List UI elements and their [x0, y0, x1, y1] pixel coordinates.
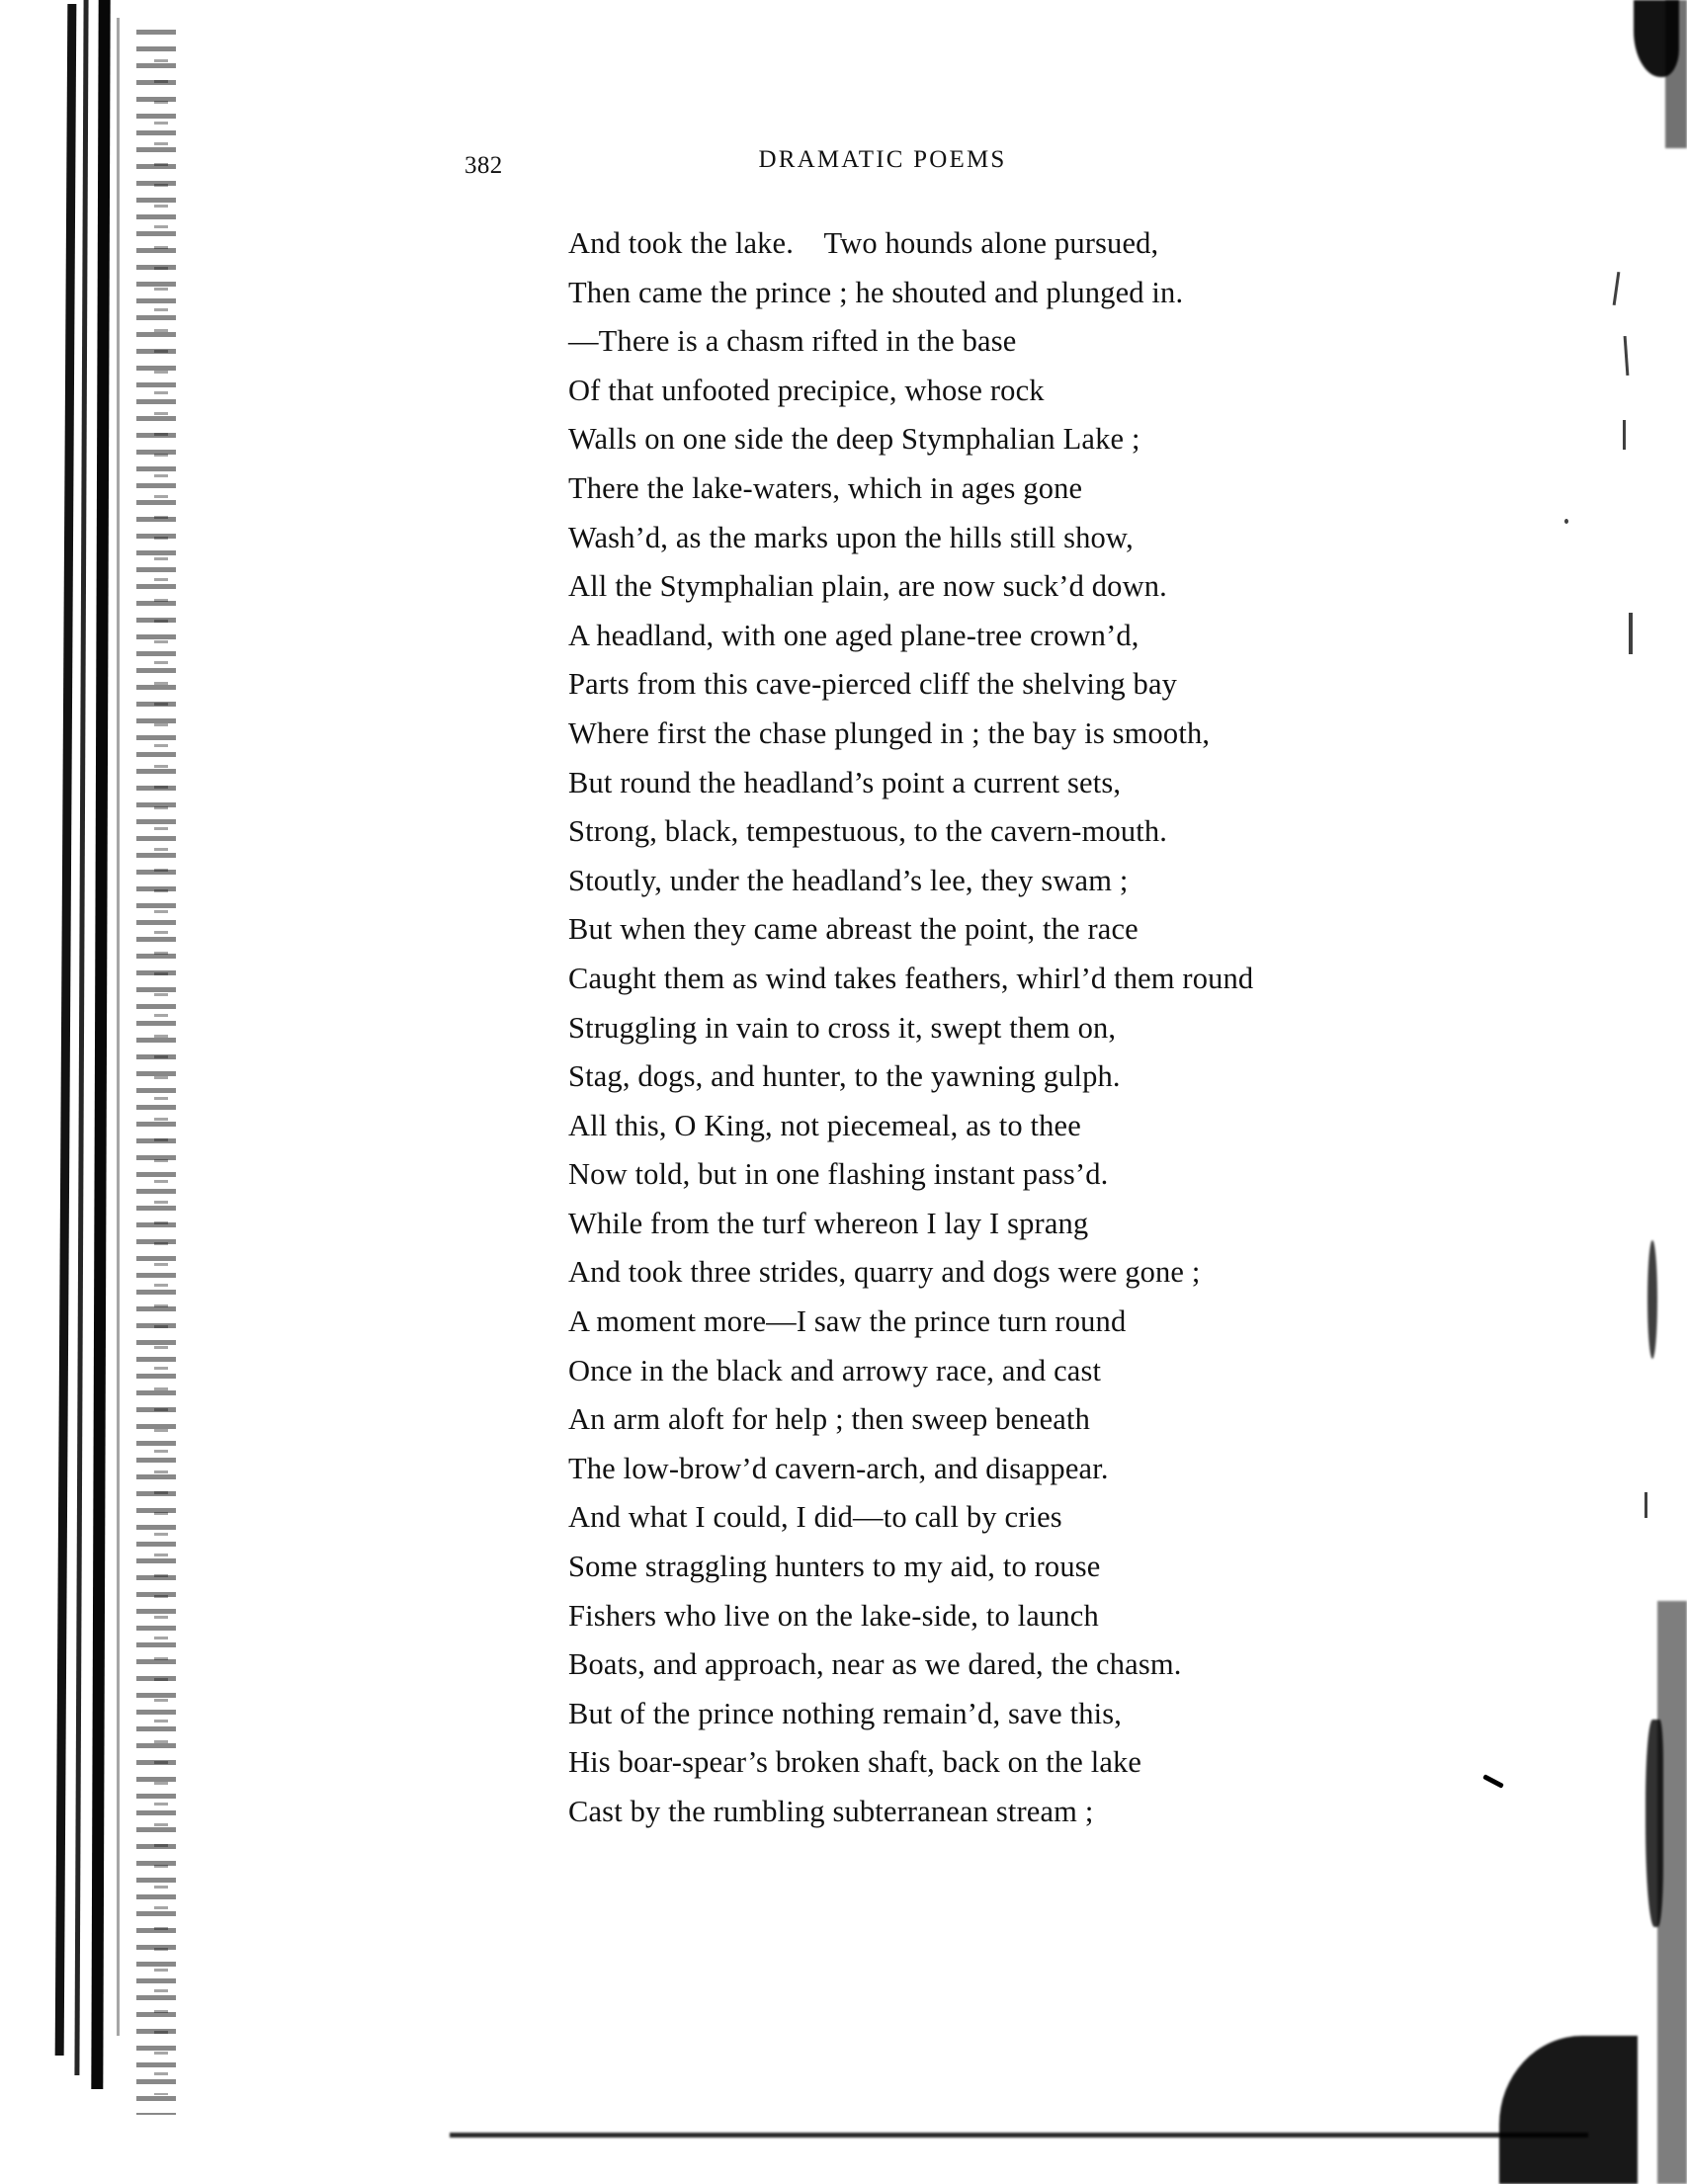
poem-line: Wash’d, as the marks upon the hills still show,: [568, 520, 1134, 554]
poem-line: The low-brow’d cavern-arch, and disappear.: [568, 1451, 1109, 1485]
poem-line: A headland, with one aged plane-tree crown’d,: [568, 618, 1139, 652]
poem-line: A moment more—I saw the prince turn round: [568, 1304, 1127, 1339]
poem-line: Boats, and approach, near as we dared, the chasm.: [568, 1647, 1182, 1682]
page-header: [464, 146, 1255, 180]
poem-body: [568, 219, 1616, 1837]
poem-line: Parts from this cave-pierced cliff the shelving bay: [568, 667, 1178, 702]
poem-line: Strong, black, tempestuous, to the cavern-mouth.: [568, 814, 1168, 849]
poem-line: Now told, but in one flashing instant pass’d.: [568, 1157, 1109, 1192]
poem-line: But round the headland’s point a current sets,: [568, 765, 1122, 799]
poem-line: All the Stymphalian plain, are now suck’d down.: [568, 569, 1167, 604]
poem-line: Caught them as wind takes feathers, whirl’d them round: [568, 961, 1254, 995]
poem-line: Walls on one side the deep Stymphalian Lake ;: [568, 422, 1140, 457]
poem-line: And took three strides, quarry and dogs were gone ;: [568, 1255, 1201, 1290]
poem-line: —There is a chasm rifted in the base: [568, 324, 1017, 359]
poem-line: Fishers who live on the lake-side, to launch: [568, 1598, 1099, 1633]
running-title: DRAMATIC POEMS: [758, 146, 1007, 173]
poem-line: All this, O King, not piecemeal, as to thee: [568, 1108, 1081, 1142]
poem-line: An arm aloft for help ; then sweep beneath: [568, 1402, 1091, 1437]
poem-line: Of that unfooted precipice, whose rock: [568, 373, 1045, 407]
poem-line: Stag, dogs, and hunter, to the yawning gulph.: [568, 1059, 1121, 1094]
poem-line: Some straggling hunters to my aid, to rouse: [568, 1550, 1101, 1584]
poem-line: While from the turf whereon I lay I sprang: [568, 1206, 1089, 1240]
poem-line: But when they came abreast the point, the race: [568, 912, 1139, 947]
page-number: 382: [464, 152, 503, 179]
poem-line: Struggling in vain to cross it, swept them on,: [568, 1010, 1117, 1045]
poem-line: But of the prince nothing remain’d, save this,: [568, 1696, 1123, 1730]
poem-line: Stoutly, under the headland’s lee, they swam ;: [568, 863, 1129, 897]
poem-line: And took the lake. Two hounds alone pursued,: [568, 226, 1159, 260]
poem-line: There the lake-waters, which in ages gone: [568, 470, 1083, 505]
poem-line: Then came the prince ; he shouted and plunged in.: [568, 275, 1184, 309]
poem-line: Once in the black and arrowy race, and cast: [568, 1353, 1102, 1387]
poem-line: Where first the chase plunged in ; the bay is smooth,: [568, 715, 1211, 750]
poem-line: His boar-spear’s broken shaft, back on the lake: [568, 1745, 1142, 1780]
poem-line: Cast by the rumbling subterranean stream ;: [568, 1795, 1094, 1828]
poem-line: And what I could, I did—to call by cries: [568, 1500, 1062, 1535]
